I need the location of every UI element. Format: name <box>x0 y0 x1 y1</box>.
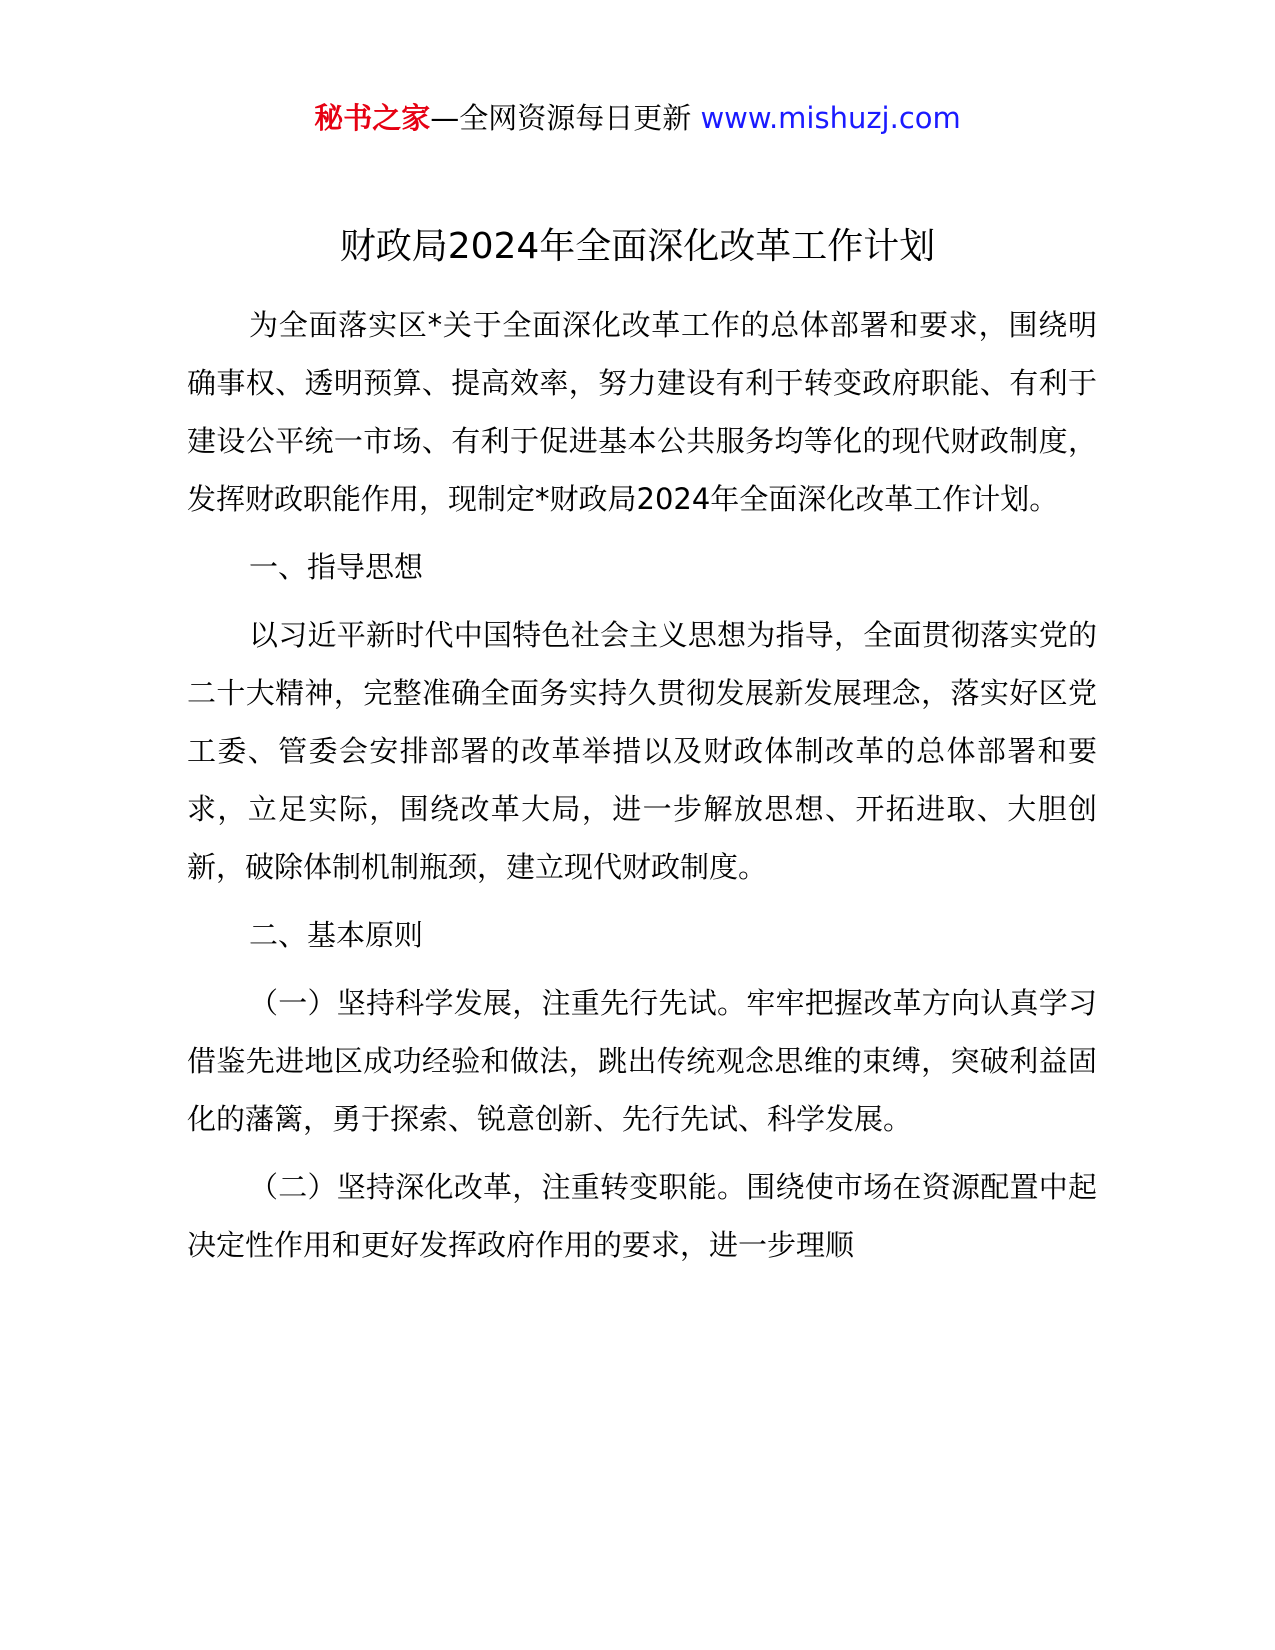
guiding-ideology-paragraph: 以习近平新时代中国特色社会主义思想为指导，全面贯彻落实党的二十大精神，完整准确全面务实持久贯彻发展新发展理念，落实好区党工委、管委会安排部署的改革举措以及财政体制改革的总体部署和要求，立足实际，围绕改革大局，进一步解放思想、开拓进取、大胆创新，破除体制机制瓶颈，建立现代财政制度。 <box>187 618 1097 884</box>
section-heading-guiding-ideology: 一、指导思想 <box>249 550 424 584</box>
site-header <box>0 98 1275 138</box>
principle-two-paragraph: （二）坚持深化改革，注重转变职能。围绕使市场在资源配置中起决定性作用和更好发挥政府作用的要求，进一步理顺 <box>187 1170 1097 1262</box>
intro-paragraph: 为全面落实区*关于全面深化改革工作的总体部署和要求，围绕明确事权、透明预算、提高效率，努力建设有利于转变政府职能、有利于建设公平统一市场、有利于促进基本公共服务均等化的现代财政制度，发挥财政职能作用，现制定*财政局2024年全面深化改革工作计划。 <box>187 308 1097 516</box>
site-brand: 秘书之家 <box>314 101 431 135</box>
site-url-link[interactable]: www.mishuzj.com <box>700 101 961 135</box>
site-tagline: —全网资源每日更新 <box>430 101 701 135</box>
principle-one-paragraph: （一）坚持科学发展，注重先行先试。牢牢把握改革方向认真学习借鉴先进地区成功经验和做法，跳出传统观念思维的束缚，突破利益固化的藩篱，勇于探索、锐意创新、先行先试、科学发展。 <box>187 986 1097 1136</box>
document-title: 财政局2024年全面深化改革工作计划 <box>339 226 936 267</box>
document-body <box>187 296 1097 1284</box>
section-heading-basic-principles: 二、基本原则 <box>249 918 424 952</box>
